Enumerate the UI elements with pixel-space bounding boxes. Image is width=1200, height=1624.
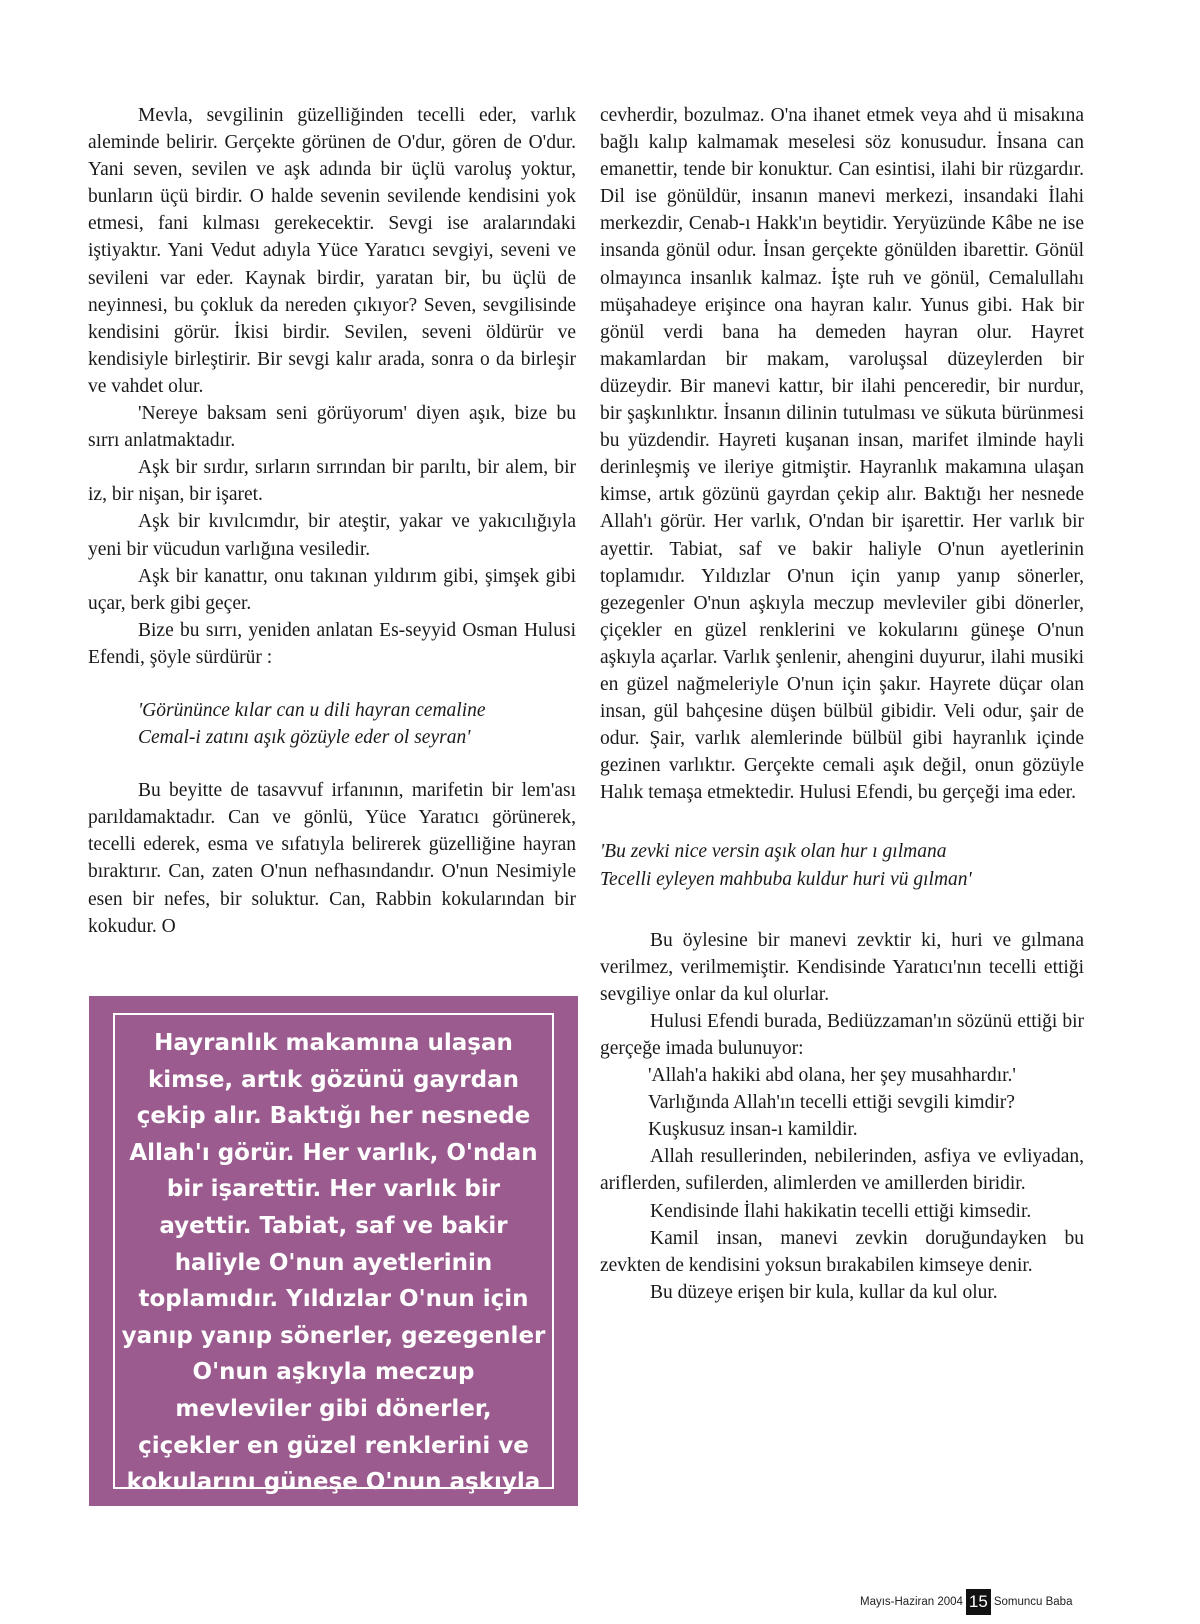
paragraph: Kamil insan, manevi zevkin doruğundayken bu zevkten de kendisini yoksun bırakabilen kimseye denir. (600, 1227, 1084, 1276)
verse-block (600, 838, 1084, 892)
pull-quote-frame (113, 1013, 554, 1532)
paragraph: Bize bu sırrı, yeniden anlatan Es-seyyid Osman Hulusi Efendi, şöyle sürdürür : (88, 619, 576, 668)
paragraph: Allah resullerinden, nebilerinden, asfiya ve evliyadan, ariflerden, sufilerden, alimlerden ve amillerden biridir. (600, 1146, 1084, 1195)
page-footer (860, 1588, 1072, 1616)
paragraph: Bu düzeye erişen bir kula, kullar da kul olur. (650, 1281, 998, 1303)
paragraph: Aşk bir kıvılcımdır, bir ateştir, yakar ve yakıcılığıyla yeni bir vücudun varlığına vesiledir. (88, 511, 576, 560)
paragraph: Bu öylesine bir manevi zevktir ki, huri ve gılmana verilmez, verilmemiştir. Kendisinde Yaratıcı'nın tecelli ettiği sevgiliye onlar da kul olurlar. (600, 929, 1084, 1005)
pull-quote-text: Hayranlık makamına ulaşan kimse, artık gözünü gayrdan çekip alır. Baktığı her nesnede Allah'ı görür. Her varlık, O'ndan bir işarettir. Her varlık bir ayettir. Tabiat, saf ve bakir haliyle O'nun ayetlerinin toplamıdır. Yıldızlar O'nun için yanıp yanıp sönerler, gezegenler O'nun aşkıyla meczup mevleviler gibi dönerler, çiçekler en güzel renklerini ve kokularını güneşe O'nun aşkıyla açarlar. (121, 1030, 546, 1532)
quote-line: Varlığında Allah'ın tecelli ettiği sevgili kimdir? (648, 1092, 1015, 1114)
quote-line: Kuşkusuz insan-ı kamildir. (648, 1119, 858, 1141)
right-column (600, 102, 1084, 1306)
paragraph: Bu beyitte de tasavvuf irfanının, marifetin bir lem'ası parıldamaktadır. Can ve gönlü, Yüce Yaratıcı görünerek, tecelli ederek, esma ve sıfatıyla belirerek güzelliğine hayran bıraktırır. Can, zaten O'nun nefhasındandır. O'nun Nesimiyle esen bir nefes, bir soluktur. Can, Rabbin kokularından bir kokudur. O (88, 780, 576, 937)
quote-line: 'Allah'a hakiki abd olana, her şey musahhardır.' (648, 1065, 1016, 1087)
paragraph: 'Nereye baksam seni görüyorum' diyen aşık, bize bu sırrı anlatmaktadır. (88, 403, 576, 452)
verse-line: Tecelli eyleyen mahbuba kuldur huri vü gılman' (600, 868, 972, 890)
paragraph: Aşk bir sırdır, sırların sırrından bir parıltı, bir alem, bir iz, bir nişan, bir işaret. (88, 457, 576, 506)
verse-line: 'Görününce kılar can u dili hayran cemaline (138, 699, 486, 721)
verse-line: Cemal-i zatını aşık gözüyle eder ol seyran' (138, 727, 471, 749)
left-column (88, 102, 576, 940)
page-number: 15 (966, 1589, 991, 1615)
paragraph: Kendisinde İlahi hakikatin tecelli ettiği kimsedir. (650, 1200, 1032, 1222)
paragraph: Mevla, sevgilinin güzelliğinden tecelli eder, varlık aleminde belirir. Gerçekte görünen de O'dur, gören de O'dur. Yani seven, sevilen ve aşk adında bir üçlü varoluş yoktur, bunların üçü birdir. O halde sevenin sevilende kendisini yok etmesi, fani kılması gerekecektir. Sevgi ise aralarındaki iştiyaktır. Yani Vedut adıyla Yüce Yaratıcı sevgiyi, seveni ve sevileni var eder. Kaynak birdir, yaratan bir, bu üçlü de neyinnesi, bu çokluk da nereden çıkıyor? Seven, sevgilisinde kendisini görür. İkisi birdir. Sevilen, seveni öldürür ve kendisiyle birleştirir. Bir sevgi kalır arada, sonra o da birleşir ve vahdet olur. (88, 105, 576, 397)
verse-line: 'Bu zevki nice versin aşık olan hur ı gılmana (600, 841, 947, 863)
paragraph: Hulusi Efendi burada, Bediüzzaman'ın sözünü ettiği bir gerçeğe imada bulunuyor: (600, 1010, 1084, 1059)
pull-quote-box (89, 996, 578, 1532)
issue-date: Mayıs-Haziran 2004 (860, 1596, 963, 1608)
paragraph: Aşk bir kanattır, onu takınan yıldırım gibi, şimşek gibi uçar, berk gibi geçer. (88, 565, 576, 614)
magazine-name: Somuncu Baba (993, 1596, 1073, 1608)
paragraph: cevherdir, bozulmaz. O'na ihanet etmek veya ahd ü misakına bağlı kalıp kalmamak meselesi söz konusudur. İnsana can emanettir, tende bir konuktur. Can esintisi, ilahi bir rüzgardır. Dil ise gönüldür, insanın manevi merkezi, insandaki İlahi merkezdir, Cenab-ı Hakk'ın beytidir. Yeryüzünde Kâbe ne ise insanda gönül odur. İnsan gerçekte gönülden ibarettir. Gönül olmayınca insanlık kalmaz. İşte ruh ve gönül, Cemalullahı müşahadeye erişince ona hayran kalır. Yunus gibi. Hak bir gönül verdi bana ha demeden hayran olur. Hayret makamlardan bir makam, varoluşsal düzeylerden bir düzeydir. Bir manevi kattır, bir ilahi penceredir, bir nurdur, bir şaşkınlıktır. İnsanın dilinin tutulması ve sükuta bürünmesi bu yüzdendir. Hayreti kuşanan insan, marifet ilminde hayli derinleşmiş ve ileriye gitmiştir. Hayranlık makamına ulaşan kimse, artık gözünü gayrdan çekip alır. Baktığı her nesnede Allah'ı görür. Her varlık, O'ndan bir işarettir. Her varlık bir ayettir. Tabiat, saf ve bakir haliyle O'nun ayetlerinin toplamıdır. Yıldızlar O'nun için yanıp yanıp sönerler, gezegenler O'nun aşkıyla meczup mevleviler gibi dönerler, çiçekler en güzel renklerini ve kokularını güneşe O'nun aşkıyla açarlar. Varlık şenlenir, ahengini duyurur, ilahi musiki en güzel nağmeleriyle O'nun için şakır. Hayrete düçar olan insan, gül bahçesine düşen bülbül gibidir. Veli odur, şair de odur. Şair, varlık alemlerinde bülbül gibi hayranlık içinde gezinen varlıktır. Gerçekte cemali aşık değil, onun gözüyle Halık temaşa etmektedir. Hulusi Efendi, bu gerçeği ima eder. (600, 105, 1084, 804)
